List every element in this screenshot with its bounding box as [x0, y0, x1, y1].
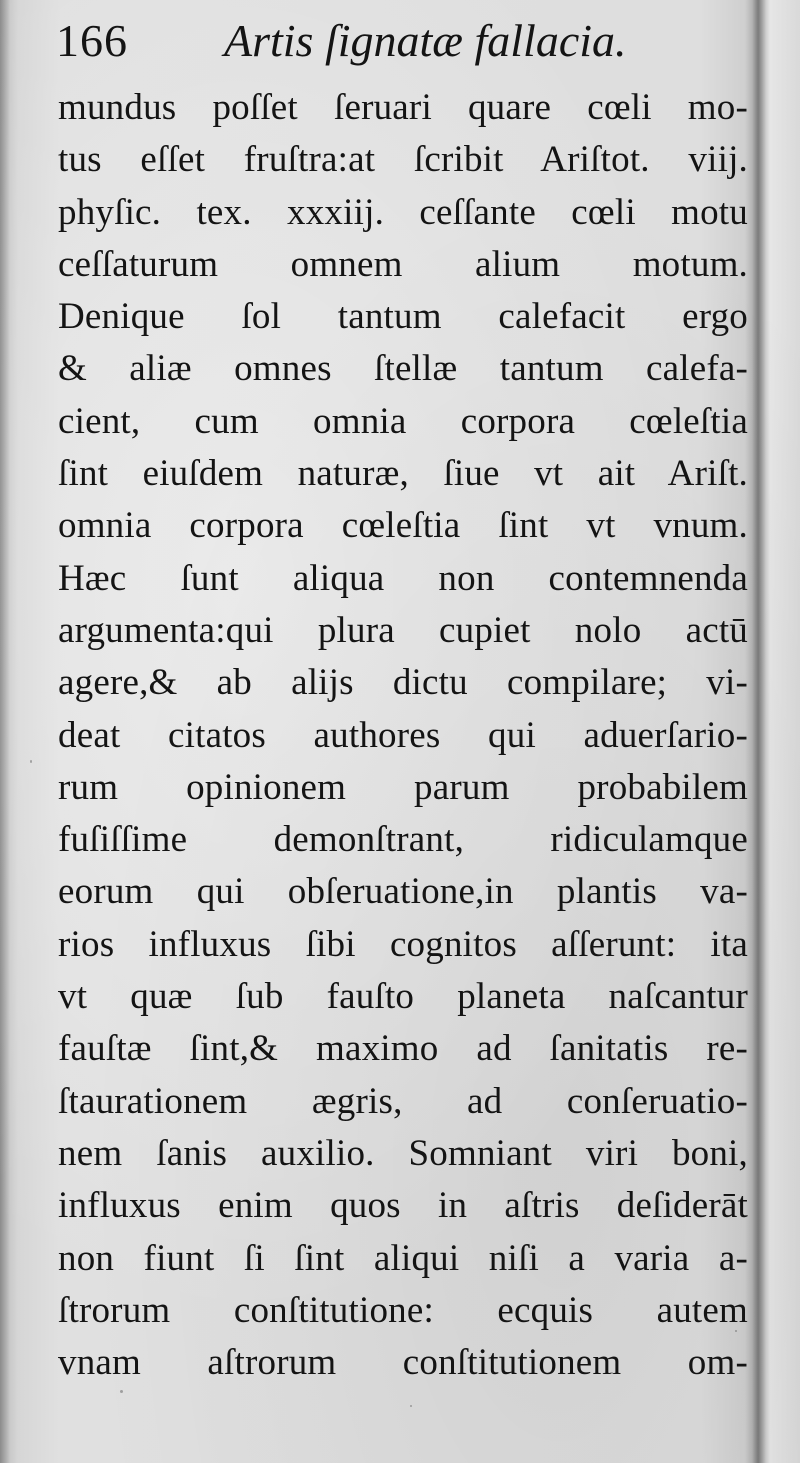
page-left-edge-shadow — [0, 0, 10, 1463]
running-title: Artis ſignatæ fallacia. — [224, 15, 627, 66]
paper-speck — [120, 1390, 123, 1393]
text-line: rum opinionem parum probabilem — [58, 766, 748, 808]
paper-speck — [410, 1405, 412, 1407]
text-line: & aliæ omnes ſtellæ tantum calefa- — [58, 348, 748, 390]
text-line: ſtaurationem ægris, ad conſeruatio- — [58, 1080, 748, 1122]
text-line: ceſſaturum omnem alium motum. — [58, 243, 748, 285]
body-text — [58, 82, 748, 1389]
text-line: phyſic. tex. xxxiij. ceſſante cœli motu — [58, 191, 748, 233]
text-line: omnia corpora cœleſtia ſint vt vnum. — [58, 505, 748, 547]
text-line: eorum qui obſeruatione,in plantis va- — [58, 871, 748, 913]
text-line: rios influxus ſibi cognitos aſſerunt: ita — [58, 923, 748, 965]
page-gutter-shadow — [752, 0, 766, 1463]
text-line: argumenta:qui plura cupiet nolo actū — [58, 609, 748, 651]
text-line: fauſtæ ſint,& maximo ad ſanitatis re- — [58, 1028, 748, 1070]
text-line: influxus enim quos in aſtris deſiderāt — [58, 1185, 748, 1227]
text-line: Denique ſol tantum calefacit ergo — [58, 296, 748, 338]
text-line: Hæc ſunt aliqua non contemnenda — [58, 557, 748, 599]
text-line: fuſiſſime demonſtrant, ridiculamque — [58, 819, 748, 861]
text-line: cient, cum omnia corpora cœleſtia — [58, 400, 748, 442]
page-number: 166 — [56, 15, 128, 66]
paper-speck — [30, 760, 32, 763]
text-line: ſint eiuſdem naturæ, ſiue vt ait Ariſt. — [58, 453, 748, 495]
page-header — [52, 8, 752, 78]
text-line: tus eſſet fruſtra:at ſcribit Ariſtot. viij. — [58, 139, 748, 181]
text-line: deat citatos authores qui aduerſario- — [58, 714, 748, 756]
text-line: ſtrorum conſtitutione: ecquis autem — [58, 1289, 748, 1331]
text-line: vnam aſtrorum conſtitutionem om- — [58, 1342, 748, 1384]
text-line: vt quæ ſub fauſto planeta naſcantur — [58, 976, 748, 1018]
paper-speck — [735, 1330, 737, 1332]
text-line: mundus poſſet ſeruari quare cœli mo- — [58, 87, 748, 128]
text-line: non fiunt ſi ſint aliqui niſi a varia a- — [58, 1237, 748, 1279]
paper-speck — [610, 1372, 613, 1374]
text-line: agere,& ab alijs dictu compilare; vi- — [58, 662, 748, 704]
text-line: nem ſanis auxilio. Somniant viri boni, — [58, 1132, 748, 1174]
